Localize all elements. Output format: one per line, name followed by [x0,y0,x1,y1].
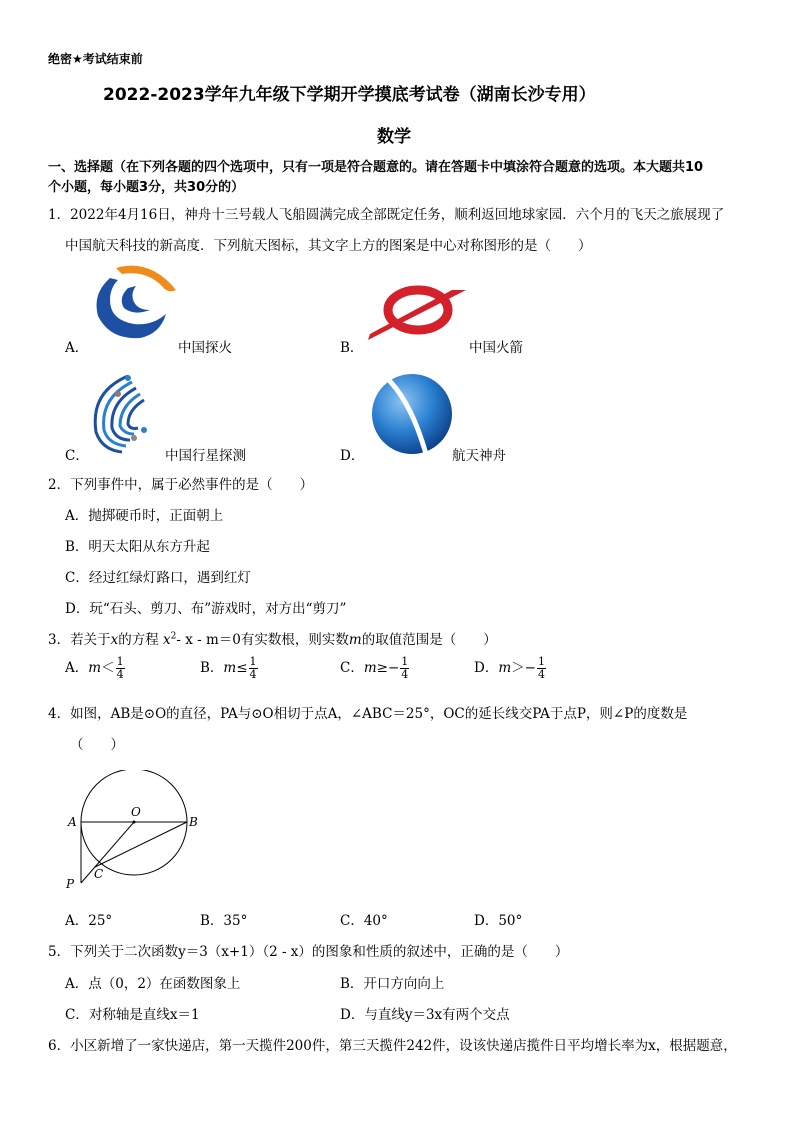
q5-option-c: C．对称轴是直线x＝1 [65,1007,200,1023]
shenzhou-logo [366,364,458,456]
q2-stem: 2．下列事件中，属于必然事件的是（ ） [48,477,314,493]
confidential-mark: 绝密★考试结束前 [48,52,143,66]
section-heading-line2: 个小题，每小题3分，共30分的） [48,180,245,195]
q3-option-d-den: 4 [537,668,545,681]
label-c: C [94,867,104,881]
planet-exploration-logo [88,372,158,454]
q4-stem-line2: （ ） [70,737,124,753]
section-heading-line1: 一、选择题（在下列各题的四个选项中，只有一项是符合题意的。请在答题卡中填涂符合题意的选项。本大题共10 [48,160,704,175]
q3-option-c [340,656,410,681]
q3-option-a-var: m [88,660,102,676]
q3-option-d-fraction [537,656,546,681]
q3-option-c-var: m [363,660,377,676]
label-o: O [131,805,141,819]
q3-option-b-num: 1 [249,655,257,668]
label-b: B [189,815,198,829]
subject-title: 数学 [377,127,411,147]
q3-option-c-label: C． [340,660,364,676]
q5-option-a: A．点（0，2）在函数图象上 [65,976,241,992]
q1-stem-line1: 1．2022年4月16日，神舟十三号载人飞船圆满完成全部既定任务，顺利返回地球家园．六个月的飞天之旅展现了 [48,207,725,223]
q1-option-d-letter: D． [340,448,365,464]
q4-circle-figure [60,770,210,896]
q3-option-d [474,656,547,681]
q3-stem [48,628,497,648]
q3-option-c-rel: ≥ [376,660,388,676]
q3-option-d-neg: − [524,660,536,676]
q4-option-c: C．40° [340,913,388,929]
q3-option-b-var: m [223,660,237,676]
q3-option-a-fraction [116,656,125,681]
q3-option-d-var: m [498,660,512,676]
q3-option-b-rel: ≤ [236,660,248,676]
q3-var-x: x [110,632,119,648]
q3-stem-part-a: 3．若关于 [48,632,111,648]
q4-stem-line1: 4．如图，AB是⊙O的直径，PA与⊙O相切于点A，∠ABC＝25°，OC的延长线交PA于点P，则∠P的度数是 [48,706,688,722]
q3-var-m: m [348,632,362,648]
q5-option-d: D．与直线y＝3x有两个交点 [340,1007,510,1023]
q6-stem-line1: 6．小区新增了一家快递店，第一天揽件200件，第三天揽件242件，设该快递店揽件日平均增长率为x，根据题意， [48,1038,737,1054]
q4-option-b: B．35° [200,913,248,929]
q3-eq-rest: - x - m＝0 [176,632,241,648]
q1-option-b-letter: B． [340,340,364,356]
china-rocket-logo [366,284,470,344]
q3-stem-part-b: 的方程 [118,632,159,648]
q3-option-b [200,656,259,681]
q3-option-a-den: 4 [116,668,124,681]
q4-option-a: A．25° [65,913,113,929]
q4-option-d: D．50° [474,913,523,929]
q5-stem: 5．下列关于二次函数y＝3（x+1）（2 - x）的图象和性质的叙述中，正确的是（ ） [48,944,569,960]
q3-option-b-den: 4 [249,668,257,681]
q3-option-c-fraction [400,656,409,681]
q1-option-c-caption: 中国行星探测 [165,448,246,464]
q1-option-d-caption: 航天神舟 [452,448,506,464]
label-p: P [66,877,75,891]
q2-option-b: B．明天太阳从东方升起 [65,539,210,555]
q3-eq-exponent: 2 [170,631,177,642]
q3-stem-part-c: 有实数根，则实数 [240,632,349,648]
q2-option-d: D．玩“石头、剪刀、布”游戏时，对方出“剪刀” [65,601,347,617]
q3-eq-x: x [163,632,171,648]
q1-option-b-caption: 中国火箭 [469,340,523,356]
q3-stem-part-d: 的取值范围是（ ） [361,632,497,648]
q2-option-c: C．经过红绿灯路口，遇到红灯 [65,570,251,586]
q1-option-c-letter: C． [65,448,89,464]
q3-option-d-rel: ＞ [511,660,525,676]
page-title: 2022-2023学年九年级下学期开学摸底考试卷（湖南长沙专用） [103,85,596,105]
label-a: A [68,815,77,829]
q3-option-a [65,656,126,681]
q1-stem-line2: 中国航天科技的新高度．下列航天图标，其文字上方的图案是中心对称图形的是（ ） [65,238,592,254]
q3-option-a-num: 1 [116,655,124,668]
q3-option-c-neg: − [387,660,400,676]
q3-option-b-fraction [249,656,258,681]
q3-option-a-label: A． [65,660,89,676]
q3-option-b-label: B． [200,660,224,676]
q3-option-c-num: 1 [401,655,409,668]
china-mars-logo [88,264,180,346]
q3-option-c-den: 4 [401,668,409,681]
q3-option-d-num: 1 [537,655,545,668]
q1-option-a-letter: A． [65,340,89,356]
q5-option-b: B．开口方向向上 [340,976,445,992]
q3-option-a-rel: ＜ [101,660,115,676]
q1-option-a-caption: 中国探火 [178,340,232,356]
q2-option-a: A．抛掷硬币时，正面朝上 [65,508,224,524]
q3-option-d-label: D． [474,660,499,676]
